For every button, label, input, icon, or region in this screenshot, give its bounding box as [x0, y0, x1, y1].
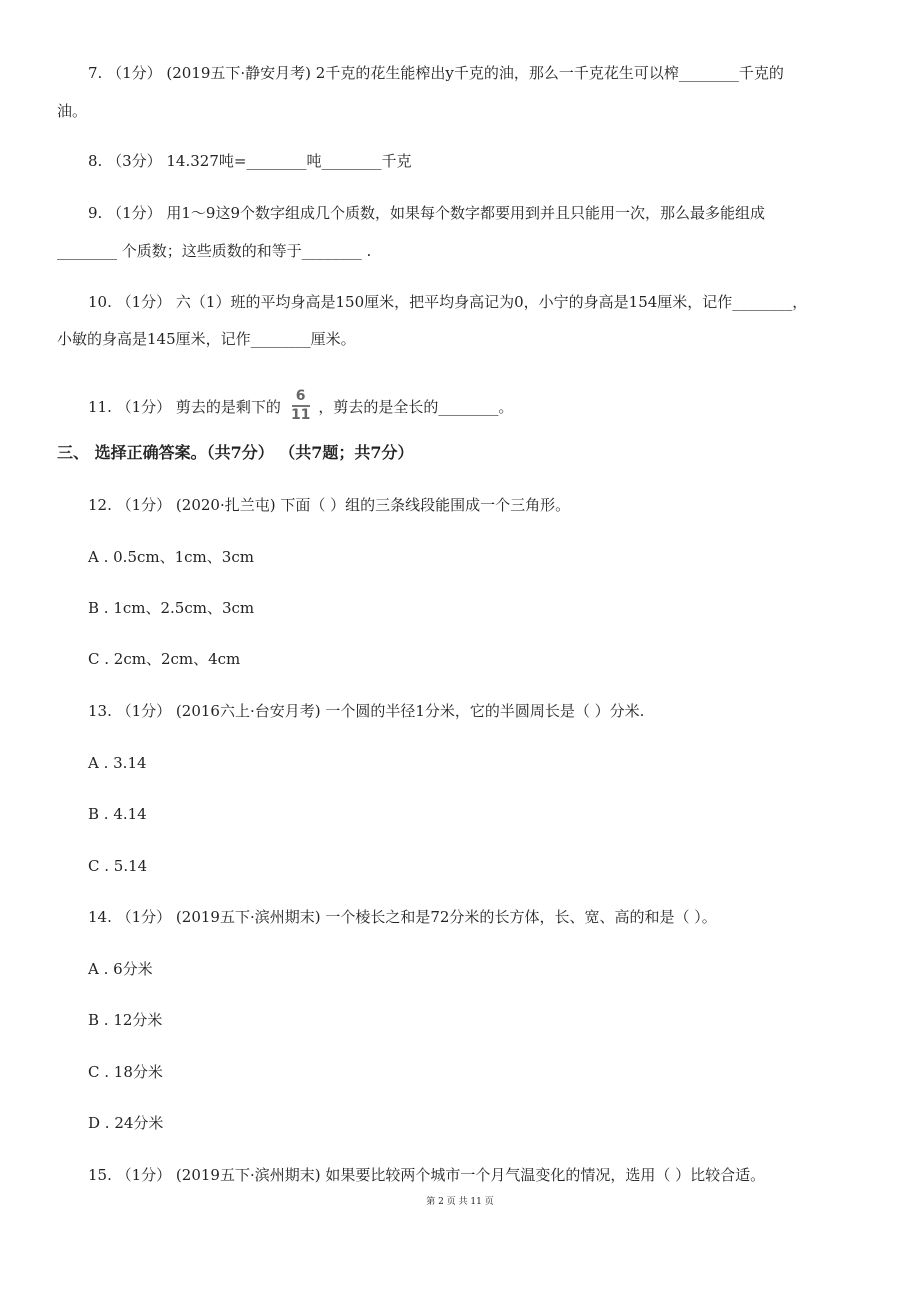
question-12-option-a: A . 0.5cm、1cm、3cm — [88, 548, 254, 566]
question-13-option-a: A . 3.14 — [88, 754, 147, 772]
question-13-option-c: C . 5.14 — [88, 857, 148, 875]
fraction-denominator: 11 — [290, 407, 311, 423]
question-11-prefix: 11. （1分） 剪去的是剩下的 — [88, 398, 281, 416]
question-10-line-2: 小敏的身高是145厘米，记作________厘米。 — [57, 330, 356, 348]
question-12-option-b: B . 1cm、2.5cm、3cm — [88, 599, 255, 617]
question-11 — [88, 388, 514, 425]
question-14-option-a: A . 6分米 — [88, 960, 153, 978]
question-12-option-c: C . 2cm、2cm、4cm — [88, 650, 241, 668]
question-13-option-b: B . 4.14 — [88, 805, 147, 823]
fraction — [291, 389, 310, 423]
fraction-numerator: 6 — [295, 388, 306, 404]
question-14-option-b: B . 12分米 — [88, 1011, 163, 1029]
question-14-option-d: D . 24分米 — [88, 1114, 164, 1132]
page-footer: 第 2 页 共 11 页 — [426, 1197, 494, 1207]
question-10-line-1: 10. （1分） 六（1）班的平均身高是150厘米，把平均身高记为0，小宁的身高是154厘米，记作________， — [88, 293, 808, 311]
question-15-stem: 15. （1分） (2019五下·滨州期末) 如果要比较两个城市一个月气温变化的情况，选用（ ）比较合适。 — [88, 1166, 766, 1184]
question-7-line-2: 油。 — [57, 102, 88, 120]
question-14-option-c: C . 18分米 — [88, 1063, 163, 1081]
question-7-line-1: 7. （1分） (2019五下·静安月考) 2千克的花生能榨出y千克的油，那么一千克花生可以榨________千克的 — [88, 64, 784, 82]
question-11-suffix: ，剪去的是全长的________。 — [318, 398, 514, 416]
question-9-line-2: ________ 个质数；这些质数的和等于________ . — [57, 242, 372, 260]
question-13-stem: 13. （1分） (2016六上·台安月考) 一个圆的半径1分米，它的半圆周长是（ ）分米. — [88, 702, 645, 720]
section-3-heading: 三、 选择正确答案。（共7分） （共7题；共7分） — [57, 443, 414, 462]
question-12-stem: 12. （1分） (2020·扎兰屯) 下面（ ）组的三条线段能围成一个三角形。 — [88, 496, 571, 514]
question-14-stem: 14. （1分） (2019五下·滨州期末) 一个棱长之和是72分米的长方体，长、宽、高的和是（ ）。 — [88, 908, 717, 926]
question-9-line-1: 9. （1分） 用1～9这9个数字组成几个质数，如果每个数字都要用到并且只能用一次，那么最多能组成 — [88, 204, 766, 222]
question-8: 8. （3分） 14.327吨=________吨________千克 — [88, 152, 412, 170]
